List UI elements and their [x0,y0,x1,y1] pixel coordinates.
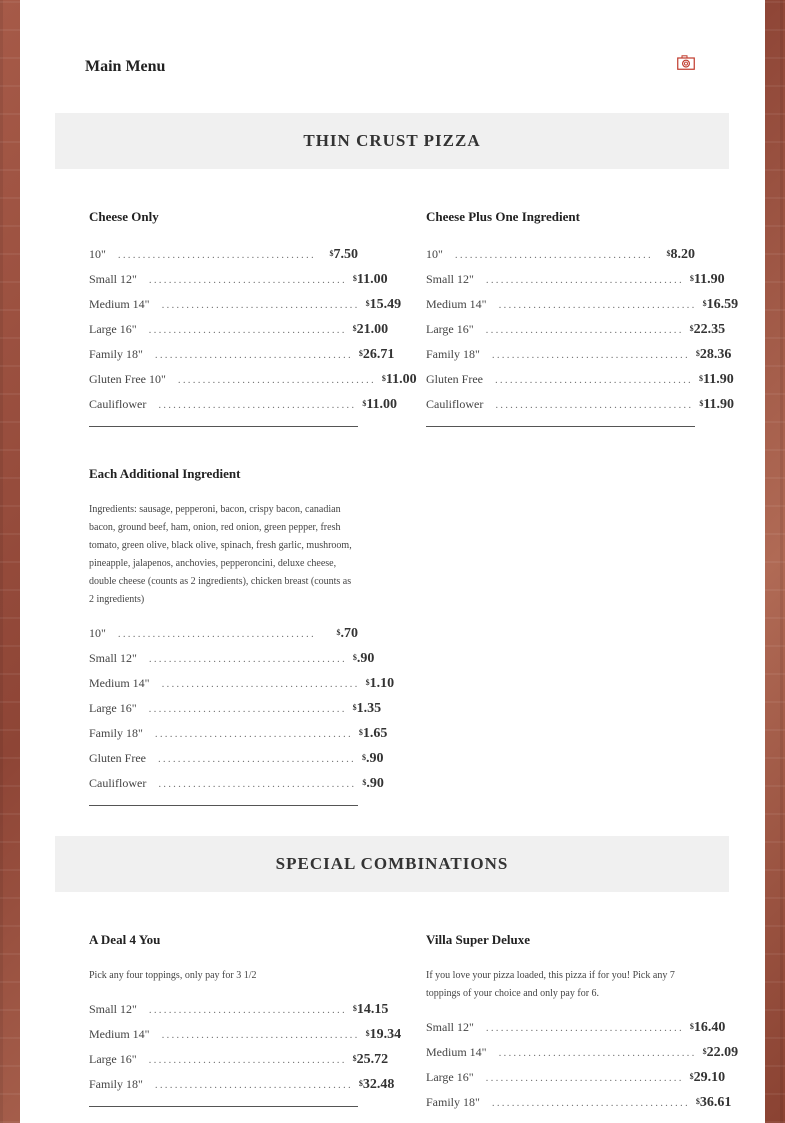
dot-leader: ........................................ [117,628,316,640]
size-label: Small 12" [89,272,137,286]
menu-page [20,0,765,1123]
dot-leader: ........................................ [498,299,697,311]
villa-super-deluxe-section [426,932,739,1119]
size-label: Family 18" [89,347,143,361]
section-description: Pick any four toppings, only pay for 3 1/2 [89,970,257,981]
size-label: Cauliflower [89,397,147,411]
cheese-plus-one-section [426,209,739,427]
dot-leader: ........................................ [485,274,684,286]
price-row [89,750,384,775]
price-value: $11.00 [362,397,398,412]
price-row [426,1094,732,1119]
dot-leader: ........................................ [117,249,316,261]
price-row [426,371,734,396]
size-label: 10" [89,247,106,261]
dot-leader: ........................................ [148,274,347,286]
size-label: Family 18" [426,1095,480,1109]
price-row [89,371,417,396]
dot-leader: ........................................ [148,1004,347,1016]
price-row [89,1026,402,1051]
size-label: Gluten Free [426,372,483,386]
dot-leader: ........................................ [454,249,653,261]
dot-leader: ........................................ [485,1072,684,1084]
price-value: $1.10 [365,676,395,691]
price-list [89,625,395,800]
additional-ingredient-section [89,466,395,806]
dot-leader: ........................................ [158,778,357,790]
price-value: $36.61 [695,1095,732,1110]
price-value: $.70 [336,626,358,641]
dot-leader: ........................................ [491,1097,690,1109]
price-value: $7.50 [329,247,358,262]
size-label: Cauliflower [89,776,147,790]
dot-leader: ........................................ [498,1047,697,1059]
dot-leader: ........................................ [177,374,376,386]
price-value: $28.36 [695,347,732,362]
price-value: $25.72 [352,1052,389,1067]
size-label: Gluten Free 10" [89,372,166,386]
dot-leader: ........................................ [154,1079,353,1091]
price-value: $21.00 [352,322,389,337]
size-label: Family 18" [89,1077,143,1091]
price-row [89,675,395,700]
size-label: Gluten Free [89,751,146,765]
section-description: If you love your pizza loaded, this pizza if for you! Pick any 7 toppings of your choice and only pay for 6. [426,970,675,999]
price-value: $11.90 [689,272,725,287]
price-row [426,271,725,296]
dot-leader: ........................................ [148,653,347,665]
price-row [89,396,398,421]
size-label: Medium 14" [426,1045,487,1059]
price-value: $29.10 [689,1070,726,1085]
dot-leader: ........................................ [154,728,353,740]
price-value: $32.48 [358,1077,395,1092]
price-row [89,321,389,346]
price-row [426,396,735,421]
price-row [89,650,375,675]
price-row [89,271,388,296]
price-value: $.90 [362,776,384,791]
price-row [426,296,739,321]
price-row [89,1076,395,1101]
size-label: Medium 14" [426,297,487,311]
size-label: Medium 14" [89,1027,150,1041]
price-row [426,1069,726,1094]
price-value: $16.40 [689,1020,726,1035]
price-row [89,725,388,750]
dot-leader: ........................................ [161,1029,360,1041]
price-value: $19.34 [365,1027,402,1042]
price-value: $14.15 [352,1002,389,1017]
size-label: Family 18" [89,726,143,740]
size-label: Cauliflower [426,397,484,411]
section-divider [89,426,358,427]
size-label: 10" [426,247,443,261]
price-value: $1.65 [358,726,388,741]
price-list [426,246,739,421]
size-label: 10" [89,626,106,640]
size-label: Large 16" [426,322,474,336]
section-title: A Deal 4 You [89,932,161,947]
size-label: Small 12" [89,651,137,665]
price-value: $.90 [361,751,384,766]
price-row [89,1051,389,1076]
dot-leader: ........................................ [485,324,684,336]
price-row [426,321,726,346]
section-title: Villa Super Deluxe [426,932,531,947]
price-row [89,346,395,371]
dot-leader: ........................................ [485,1022,684,1034]
price-value: $11.90 [698,372,734,387]
size-label: Medium 14" [89,676,150,690]
cheese-only-section [89,209,417,427]
price-value: $15.49 [365,297,402,312]
size-label: Medium 14" [89,297,150,311]
deal-4-you-section [89,932,402,1107]
dot-leader: ........................................ [491,349,690,361]
dot-leader: ........................................ [158,399,357,411]
size-label: Large 16" [89,701,137,715]
section-title: Cheese Only [89,209,159,224]
section-divider [426,426,695,427]
price-row [89,775,384,800]
dot-leader: ........................................ [161,678,360,690]
price-value: $8.20 [666,247,695,262]
page-title: Main Menu [85,58,166,75]
price-list [89,246,417,421]
price-value: $11.00 [381,372,417,387]
dot-leader: ........................................ [494,374,693,386]
price-row [426,246,695,271]
dot-leader: ........................................ [148,1054,347,1066]
dot-leader: ........................................ [154,349,353,361]
price-value: $.90 [352,651,375,666]
price-row [89,296,402,321]
size-label: Family 18" [426,347,480,361]
section-title: Each Additional Ingredient [89,466,241,481]
section-divider [89,1106,358,1107]
size-label: Small 12" [426,272,474,286]
dot-leader: ........................................ [161,299,360,311]
dot-leader: ........................................ [495,399,694,411]
dot-leader: ........................................ [148,703,347,715]
price-row [426,1019,726,1044]
price-value: $16.59 [702,297,739,312]
price-row [89,1001,389,1026]
price-row [89,700,382,725]
price-row [426,346,732,371]
price-value: $22.35 [689,322,726,337]
section-title: Cheese Plus One Ingredient [426,209,580,224]
price-value: $11.00 [352,272,388,287]
price-row [426,1044,739,1069]
size-label: Large 16" [426,1070,474,1084]
price-row [89,246,358,271]
size-label: Large 16" [89,1052,137,1066]
size-label: Small 12" [89,1002,137,1016]
camera-icon[interactable] [677,55,695,70]
size-label: Large 16" [89,322,137,336]
dot-leader: ........................................ [148,324,347,336]
price-value: $1.35 [352,701,382,716]
section-description: Ingredients: sausage, pepperoni, bacon, crispy bacon, canadian bacon, ground beef, ham, onion, red onion, green pepper, fresh tomato, green olive, black olive, spinach, fresh garlic, mushroom, pineapple, jalapenos, anchovies, pepperoncini, deluxe cheese, double cheese (counts as 2 ingredients), chicken breast (counts as 2 ingredients) [89,504,352,605]
price-list [89,1001,402,1101]
price-value: $26.71 [358,347,395,362]
price-row [89,625,358,650]
price-value: $22.09 [702,1045,739,1060]
price-list [426,1019,739,1119]
menu-header [85,58,697,82]
section-band-thin-crust: THIN CRUST PIZZA [55,113,729,169]
size-label: Small 12" [426,1020,474,1034]
dot-leader: ........................................ [157,753,356,765]
section-band-special-combinations: SPECIAL COMBINATIONS [55,836,729,892]
price-value: $11.90 [699,397,735,412]
section-divider [89,805,358,806]
